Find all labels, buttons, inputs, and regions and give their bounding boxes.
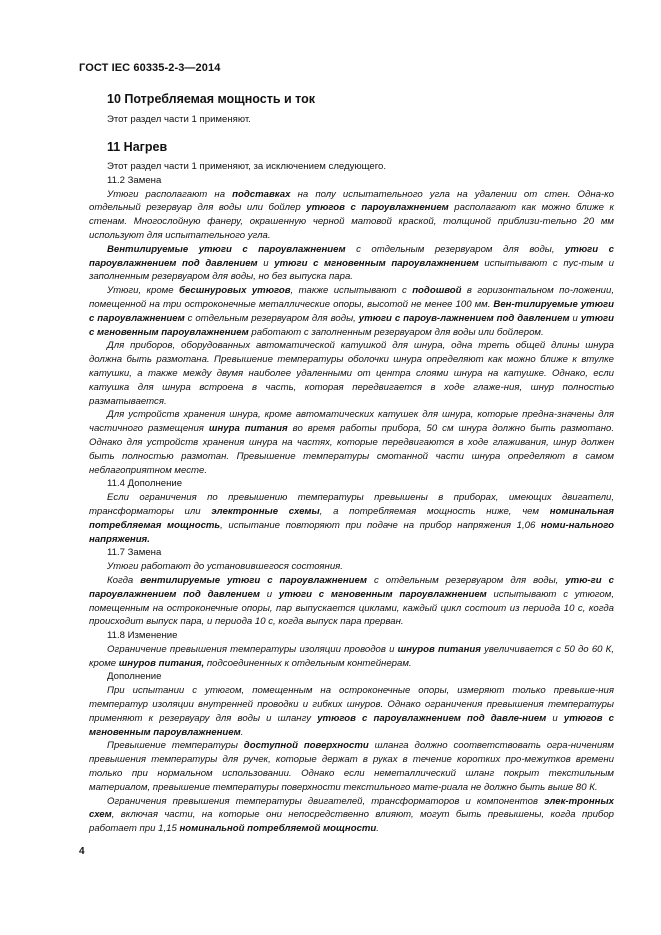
page-number: 4 [79, 846, 85, 857]
paragraph: При испытании с утюгом, помещенным на остроконечные опоры, измеряют только превыше-ния температур изоляции внутренней проводки и гибких шнуров. Однако ограничения превышения температуры применяют к резервуару для воды и шлангу утюгов с пароувлажнением под давле-нием и утюгов с мгновенным пароувлажнением. [89, 685, 615, 738]
defined-term: доступной поверхности [243, 740, 369, 752]
addition-heading: Дополнение [107, 671, 162, 683]
paragraph: Для приборов, оборудованных автоматической катушкой для шнура, одна треть общей длины шнура должна быть размотана. Превышение температуры оболочки шнура определяют как можно ближе к втулке катушки, а также между двумя наиболее удаленными от центра слоями шнура на катушке. Однако, если катушка для шнура встроена в часть, которая передвигается в ходе глаже-ния, шнур полностью разматывается. [89, 340, 614, 407]
defined-term: элек-тронных схем [89, 795, 614, 821]
defined-term: утю-ги с пароувлажнением под давлением [89, 574, 615, 600]
defined-term: вентилируемые утюги с пароувлажнением [140, 574, 367, 586]
defined-term: шнуров питания, [118, 657, 205, 669]
defined-term: Вен-тилируемые утюги с пароувлажнением [89, 298, 614, 324]
defined-term: утюги с пароув-лажнением под давлением [358, 312, 570, 324]
defined-term: утюгов с пароувлажнением под давле-нием [317, 712, 547, 724]
defined-term: утюги с пароувлажнением под давлением [89, 243, 615, 269]
defined-term: утюгов с пароувлажнением [306, 202, 449, 214]
paragraph: Утюги располагают на подставках на полу испытательного угла на удалении от стен. Одна-ко отдельный резервуар для воды или бойлер утюгов с пароувлажнением располагают как можно ближе к стенам. Многослойную фанеру, окрашенную черной матовой краской, толщиной приблизи-тельно 20 мм используют для испытательного угла. [89, 188, 614, 241]
clause-11-4-heading: 11.4 Дополнение [107, 478, 183, 490]
defined-term: Вентилируемые утюги с пароувлажнением [107, 243, 346, 255]
defined-term: шнура питания [208, 423, 288, 435]
defined-term: номинальной потребляемой мощности [179, 823, 377, 835]
document-header: ГОСТ IEC 60335-2-3—2014 [79, 62, 221, 74]
clause-11-7-heading: 11.7 Замена [107, 547, 162, 559]
clause-11-2-heading: 11.2 Замена [107, 174, 162, 186]
defined-term: электронные схемы [211, 505, 320, 517]
paragraph: Вентилируемые утюги с пароувлажнением с отдельным резервуаром для воды, утюги с пароувлажнением под давлением и утюги с мгновенным пароувлажнением испытывают с пус-тым и заполненным резервуаром для воды, но без выпуска пара. [89, 243, 615, 283]
defined-term: подставках [232, 188, 291, 200]
paragraph: Превышение температуры доступной поверхности шланга должно соответствовать огра-ничениям превышения температуры для ручек, которые держат в руках в течение коротких про-межутков времени только при нормальном использовании. Однако если неметаллический шланг покрыт текстильным материалом, превышение температуры поверхности текстильного мате-риала не должно быть выше 80 К. [89, 740, 614, 793]
defined-term: шнуров питания [397, 643, 481, 655]
defined-term: утюги с мгновенным пароувлажнением [89, 312, 614, 338]
section-10-text: Этот раздел части 1 применяют. [107, 114, 251, 125]
paragraph: Ограничение превышения температуры изоляции проводов и шнуров питания увеличивается с 50 до 60 К, кроме шнуров питания, подсоединенных к отдельным контейнерам. [89, 643, 615, 669]
paragraph: Если ограничения по превышению температуры превышены в приборах, имеющих двигатели, трансформаторы или электронные схемы, а потребляемая мощность ниже, чем номинальная потребляемая мощность, испытание повторяют при подаче на прибор напряжения 1,06 номи-нального напряжения. [89, 492, 614, 545]
paragraph: Для устройств хранения шнура, кроме автоматических катушек для шнура, которые предна-значены для частичного размещения шнура питания во время работы прибора, 50 см шнура должно быть размотано. Однако для устройств хранения шнура на частях, которые передвигаются в ходе глаживания, шнур должен быть полностью размотан. Превышение температуры смотанной части шнура определяют в самом неблагоприятном месте. [89, 409, 615, 476]
defined-term: утюги с мгновенным пароувлажнением [278, 588, 487, 600]
defined-term: номи-нального напряжения. [89, 519, 614, 545]
defined-term: утюги с мгновенным пароувлажнением [274, 257, 479, 269]
paragraph: Утюги, кроме бесшнуровых утюгов, также испытывают с подошвой в горизонтальном по-ложении, помещенной на три остроконечные металлические опоры, высотой не менее 100 мм. Вен-тилируемые утюги с пароувлажнением с отдельным резервуаром для воды, утюги с пароув-лажнением под давлением и утюги с мгновенным пароувлажнением работают с заполненным резервуаром для воды или бойлером. [89, 285, 614, 338]
paragraph: Ограничения превышения температуры двигателей, трансформаторов и компонентов элек-тронных схем, включая части, на которые они непосредственно влияют, могут быть превышены, когда прибор работает при 1,15 номинальной потребляемой мощности. [89, 795, 614, 835]
section-10-title: 10 Потребляемая мощность и ток [107, 92, 315, 106]
defined-term: утюгов с мгновенным пароувлажнением [89, 712, 615, 738]
clause-11-8-heading: 11.8 Изменение [107, 630, 178, 642]
paragraph: Когда вентилируемые утюги с пароувлажнением с отдельным резервуаром для воды, утю-ги с пароувлажнением под давлением и утюги с мгновенным пароувлажнением испытывают с утюгом, помещенным на остроконечные опоры, пар выпускается циклами, каждый цикл состоит из периода 10 с, когда происходит выпуск пара, и периода 10 с, когда выпуск пара прерван. [89, 574, 615, 628]
defined-term: подошвой [412, 285, 462, 297]
paragraph: Утюги работают до установившегося состояния. [107, 561, 343, 573]
section-11-body [89, 160, 614, 836]
defined-term: бесшнуровых утюгов [179, 285, 291, 297]
defined-term: номинальная потребляемая мощность [89, 505, 614, 531]
section-11-title: 11 Нагрев [107, 140, 168, 154]
section-11-intro: Этот раздел части 1 применяют, за исключением следующего. [107, 161, 387, 172]
